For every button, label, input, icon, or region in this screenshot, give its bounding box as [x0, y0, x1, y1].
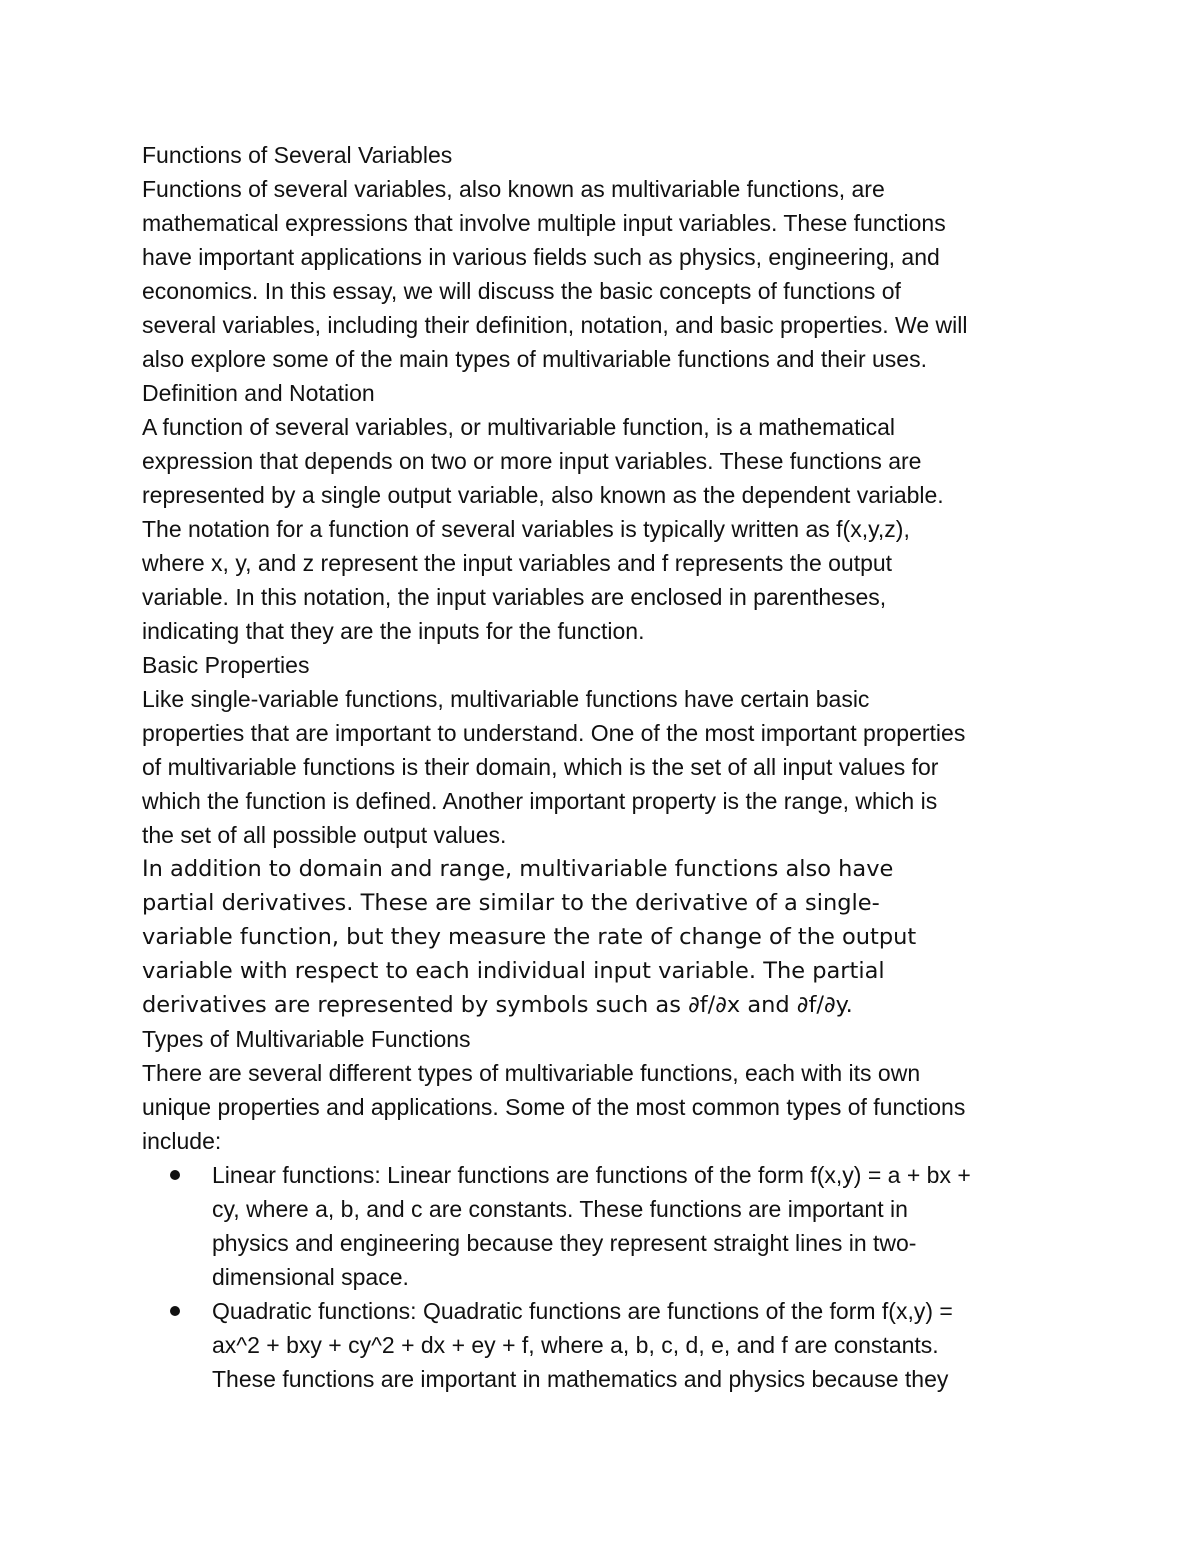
paragraph-line: of multivariable functions is their domain, which is the set of all input values for	[142, 754, 939, 780]
paragraph-line: variable. In this notation, the input variables are enclosed in parentheses,	[142, 584, 887, 610]
list-item-line: Quadratic functions: Quadratic functions are functions of the form f(x,y) =	[212, 1298, 953, 1324]
bullet-icon	[170, 1170, 180, 1180]
paragraph-line: expression that depends on two or more input variables. These functions are	[142, 448, 922, 474]
list-item-line: ax^2 + bxy + cy^2 + dx + ey + f, where a, b, c, d, e, and f are constants.	[212, 1332, 939, 1358]
partial-derivatives-line: variable function, but they measure the rate of change of the output	[142, 924, 917, 950]
section-heading-definition-and-notation: Definition and Notation	[142, 380, 375, 406]
section-heading-basic-properties: Basic Properties	[142, 652, 310, 678]
paragraph-line: also explore some of the main types of multivariable functions and their uses.	[142, 346, 927, 372]
list-item-line: These functions are important in mathematics and physics because they	[212, 1366, 949, 1392]
paragraph-line: unique properties and applications. Some of the most common types of functions	[142, 1094, 966, 1120]
paragraph-line: where x, y, and z represent the input variables and f represents the output	[142, 550, 893, 576]
section-heading-functions-of-several-variables: Functions of Several Variables	[142, 142, 453, 168]
paragraph-line: Functions of several variables, also known as multivariable functions, are	[142, 176, 885, 202]
paragraph-line: which the function is defined. Another important property is the range, which is	[142, 788, 938, 814]
paragraph-line: have important applications in various fields such as physics, engineering, and	[142, 244, 940, 270]
paragraph-line: several variables, including their definition, notation, and basic properties. We will	[142, 312, 968, 338]
paragraph-line: the set of all possible output values.	[142, 822, 507, 848]
paragraph-line: There are several different types of multivariable functions, each with its own	[142, 1060, 921, 1086]
paragraph-line: A function of several variables, or multivariable function, is a mathematical	[142, 414, 895, 440]
partial-derivatives-line: derivatives are represented by symbols such as ∂f/∂x and ∂f/∂y.	[142, 992, 853, 1018]
paragraph-line: indicating that they are the inputs for the function.	[142, 618, 645, 644]
partial-derivatives-line: In addition to domain and range, multivariable functions also have	[142, 856, 894, 882]
paragraph-line: include:	[142, 1128, 222, 1154]
bullet-icon	[170, 1306, 180, 1316]
paragraph-line: properties that are important to understand. One of the most important properties	[142, 720, 966, 746]
function-types-list	[142, 1158, 1072, 1396]
partial-derivatives-line: variable with respect to each individual input variable. The partial	[142, 958, 885, 984]
list-item-line: cy, where a, b, and c are constants. These functions are important in	[212, 1196, 908, 1222]
paragraph-line: The notation for a function of several variables is typically written as f(x,y,z),	[142, 516, 910, 542]
paragraph-line: mathematical expressions that involve multiple input variables. These functions	[142, 210, 946, 236]
paragraph-line: economics. In this essay, we will discuss the basic concepts of functions of	[142, 278, 901, 304]
section-heading-types-of-multivariable-functions: Types of Multivariable Functions	[142, 1026, 471, 1052]
list-item-line: dimensional space.	[212, 1264, 409, 1290]
list-item-linear-functions	[142, 1158, 1072, 1294]
paragraph-line: Like single-variable functions, multivariable functions have certain basic	[142, 686, 870, 712]
list-item-line: physics and engineering because they represent straight lines in two-	[212, 1230, 917, 1256]
paragraph-line: represented by a single output variable, also known as the dependent variable.	[142, 482, 944, 508]
list-item-line: Linear functions: Linear functions are functions of the form f(x,y) = a + bx +	[212, 1162, 971, 1188]
partial-derivatives-line: partial derivatives. These are similar to the derivative of a single-	[142, 890, 880, 916]
document-body	[142, 138, 1072, 1396]
list-item-quadratic-functions	[142, 1294, 1072, 1396]
